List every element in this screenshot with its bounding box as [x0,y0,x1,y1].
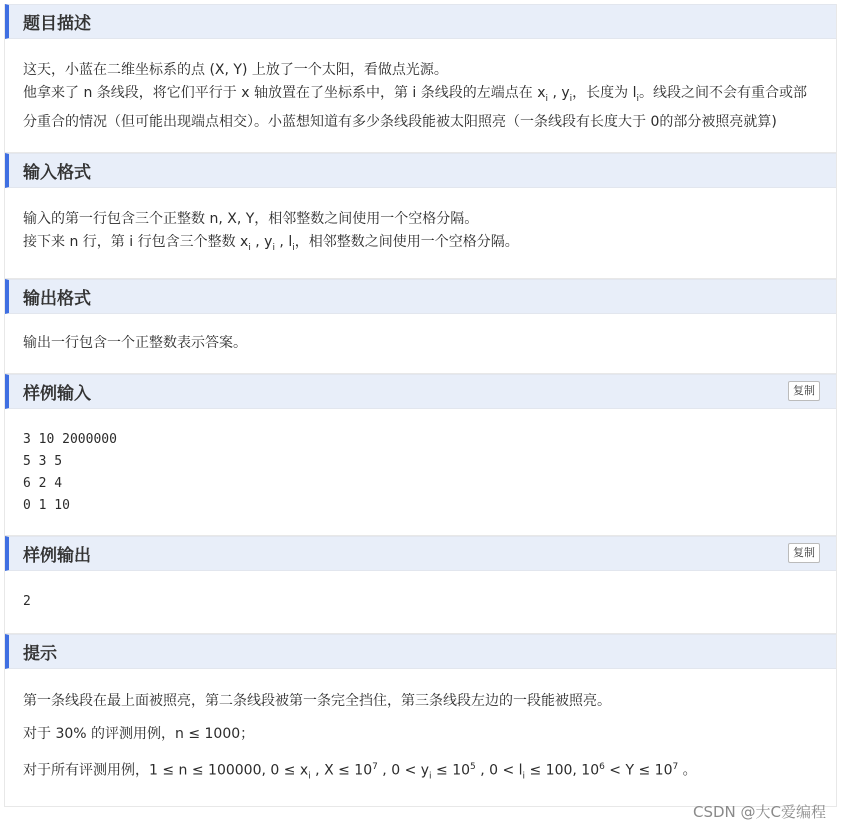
description-title: 题目描述 [23,14,91,34]
sample-input-header [5,374,836,409]
csdn-watermark: CSDN @大C爱编程 [692,803,826,821]
hint-section [4,634,837,807]
hint-header [5,634,836,669]
description-line-1: 这天，小蓝在二维坐标系的点 (X, Y) 上放了一个太阳，看做点光源。 [23,62,448,78]
copy-sample-input-button[interactable]: 复制 [788,381,820,401]
input-format-line-1: 输入的第一行包含三个正整数 n, X, Y，相邻整数之间使用一个空格分隔。 [23,210,479,227]
description-header [5,4,836,39]
description-body [5,39,836,152]
input-format-body [5,188,836,278]
copy-sample-output-button[interactable]: 复制 [788,543,820,563]
sample-input-line: 3 10 2000000 [23,431,117,447]
output-format-header [5,279,836,314]
sample-input-line: 6 2 4 [23,475,63,491]
input-format-line-2: 接下来 n 行，第 i 行包含三个整数 $x_i$ , $y_i$ , $l_i$，相邻整数之间使用一个空格分隔。 [23,233,519,253]
sample-output-body[interactable] [5,571,836,633]
description-line-2: 他拿来了 n 条线段，将它们平行于 x 轴放置在了坐标系中，第 i 条线段的左端点在 $x_i$ , $y_i$，长度为 $l_i$。线段之间不会有重合或部分重合的情况（但可能出现端点相交）。小蓝想知道有多少条线段能被太阳照亮（一条线段有长度大于 0的部分被照亮就算) [23,85,808,130]
sample-input-title: 样例输入 [23,383,91,404]
hint-title: 提示 [23,643,57,664]
sample-output-header [5,536,836,571]
hint-line-3: 对于所有评测用例，1 ≤ n ≤ 100000, $0 \le x_i$ , $X \le 10^7$ , $0 < y_i \le 10^5$ , $0 < l_i \le 100$, $10^6 < Y \le 10^7$ 。 [23,761,697,782]
output-format-line-1: 输出一行包含一个正整数表示答案。 [23,334,247,351]
sample-output-title: 样例输出 [23,545,91,566]
problem-page [4,4,837,807]
hint-body [5,669,836,806]
hint-line-1: 第一条线段在最上面被照亮，第二条线段被第一条完全挡住，第三条线段左边的一段能被照亮。 [23,692,611,709]
output-format-body [5,314,836,373]
input-format-header [5,153,836,188]
output-format-title: 输出格式 [23,288,91,309]
sample-input-section [4,374,837,536]
input-format-section [4,153,837,279]
sample-output-line: 2 [23,593,31,609]
sample-input-line: 5 3 5 [23,453,63,469]
hint-line-2: 对于 30% 的评测用例，n ≤ 1000； [23,725,255,742]
sample-input-body[interactable] [5,409,836,535]
output-format-section [4,279,837,374]
input-format-title: 输入格式 [23,162,91,183]
sample-input-line: 0 1 10 [23,497,70,513]
sample-output-section [4,536,837,634]
description-section [4,4,837,153]
